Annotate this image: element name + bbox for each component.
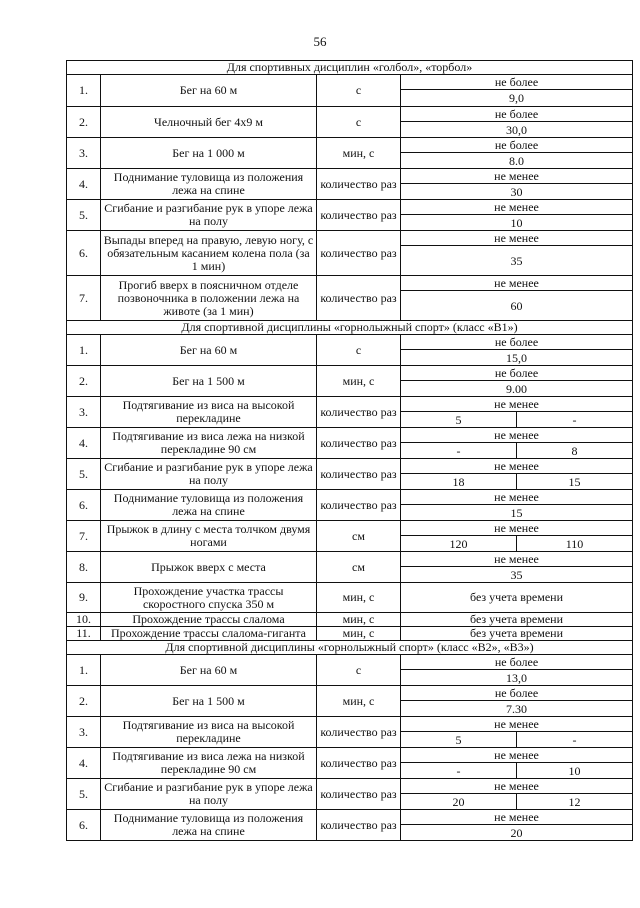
value-cell [401, 655, 632, 685]
table-row [67, 552, 633, 583]
value-numbers [401, 474, 632, 489]
value-number: 13,0 [506, 670, 528, 685]
value-number: 9,0 [509, 91, 525, 105]
standard-value [401, 428, 633, 459]
exercise-name: Сгибание и разгибание рук в упоре лежа на полу [101, 459, 317, 490]
row-number: 5. [67, 200, 101, 231]
value-number: 30 [510, 184, 523, 199]
value-number: 60 [510, 298, 523, 313]
standard-value [401, 810, 633, 841]
value-number: - [516, 412, 632, 427]
row-number: 1. [67, 75, 101, 107]
exercise-name: Подтягивание из виса лежа на низкой перекладине 90 см [101, 428, 317, 459]
standard-value [401, 521, 633, 552]
unit: с [317, 107, 401, 138]
value-numbers [401, 184, 632, 199]
value-qualifier: не менее [401, 231, 632, 246]
table-row [67, 583, 633, 613]
unit: количество раз [317, 397, 401, 428]
row-number: 4. [67, 748, 101, 779]
row-number: 8. [67, 552, 101, 583]
value-qualifier: не более [401, 686, 632, 701]
table-row [67, 459, 633, 490]
value-number: 35 [510, 567, 523, 582]
table-row [67, 810, 633, 841]
unit: с [317, 655, 401, 686]
row-number: 1. [67, 335, 101, 366]
value-numbers [401, 763, 632, 778]
value-qualifier: не более [401, 366, 632, 381]
unit: количество раз [317, 231, 401, 276]
value-cell [401, 686, 632, 716]
standards-table [66, 60, 633, 841]
value-number: 15 [510, 505, 523, 520]
standard-value [401, 655, 633, 686]
value-cell [401, 276, 632, 320]
value-numbers [401, 153, 632, 168]
value-cell [401, 75, 632, 106]
unit: см [317, 521, 401, 552]
value-qualifier: не менее [401, 748, 632, 763]
value-number: 8.0 [509, 153, 525, 168]
unit: мин, с [317, 366, 401, 397]
value-cell [401, 169, 632, 199]
value-numbers [401, 291, 632, 320]
standard-value [401, 779, 633, 810]
value-numbers [401, 701, 632, 716]
standard-value: без учета времени [401, 613, 633, 627]
standard-value [401, 490, 633, 521]
unit: мин, с [317, 583, 401, 613]
value-numbers [401, 215, 632, 230]
value-cell [401, 428, 632, 458]
unit: мин, с [317, 613, 401, 627]
value-cell [401, 335, 632, 365]
value-qualifier: не менее [401, 810, 632, 825]
value-number: 10 [516, 763, 632, 778]
value-numbers [401, 732, 632, 747]
value-numbers [401, 381, 632, 396]
table-row [67, 627, 633, 641]
unit: количество раз [317, 490, 401, 521]
value-number: - [456, 763, 461, 778]
standard-value [401, 366, 633, 397]
table-row [67, 613, 633, 627]
value-number: 9.00 [506, 381, 528, 396]
row-number: 6. [67, 231, 101, 276]
row-number: 6. [67, 490, 101, 521]
value-number: 20 [452, 794, 465, 809]
exercise-name: Сгибание и разгибание рук в упоре лежа на полу [101, 200, 317, 231]
value-qualifier: не менее [401, 459, 632, 474]
standard-value: без учета времени [401, 583, 633, 613]
table-row [67, 655, 633, 686]
standard-value [401, 169, 633, 200]
standard-value [401, 335, 633, 366]
value-numbers [401, 567, 632, 582]
standard-value [401, 397, 633, 428]
value-numbers [401, 122, 632, 137]
value-qualifier: не менее [401, 552, 632, 567]
value-cell [401, 231, 632, 275]
value-number: 35 [510, 253, 523, 268]
table-row [67, 75, 633, 107]
unit: количество раз [317, 717, 401, 748]
unit: количество раз [317, 779, 401, 810]
value-cell [401, 521, 632, 551]
value-qualifier: не менее [401, 779, 632, 794]
exercise-name: Сгибание и разгибание рук в упоре лежа на полу [101, 779, 317, 810]
row-number: 11. [67, 627, 101, 641]
value-qualifier: не менее [401, 397, 632, 412]
value-cell [401, 810, 632, 840]
unit: количество раз [317, 169, 401, 200]
unit: количество раз [317, 276, 401, 321]
value-numbers [401, 670, 632, 685]
value-qualifier: не менее [401, 717, 632, 732]
value-cell [401, 717, 632, 747]
exercise-name: Челночный бег 4х9 м [101, 107, 317, 138]
value-cell [401, 779, 632, 809]
row-number: 3. [67, 397, 101, 428]
section-title: Для спортивной дисциплины «горнолыжный спорт» (класс «В2», «В3») [67, 641, 633, 655]
section-title: Для спортивных дисциплин «голбол», «торбол» [67, 61, 633, 75]
value-cell [401, 397, 632, 427]
value-cell [401, 366, 632, 396]
value-number: 10 [510, 215, 523, 230]
value-cell [401, 459, 632, 489]
table-row [67, 428, 633, 459]
value-number: 12 [516, 794, 632, 809]
value-number: - [516, 732, 632, 747]
value-qualifier: не менее [401, 169, 632, 184]
value-number: 5 [455, 732, 462, 747]
value-numbers [401, 90, 632, 106]
value-cell [401, 748, 632, 778]
exercise-name: Бег на 1 500 м [101, 686, 317, 717]
value-number: 120 [449, 536, 468, 551]
table-row [67, 200, 633, 231]
unit: с [317, 75, 401, 107]
section-header-row [67, 641, 633, 655]
row-number: 6. [67, 810, 101, 841]
value-qualifier: не более [401, 75, 632, 90]
exercise-name: Прыжок в длину с места толчком двумя ногами [101, 521, 317, 552]
unit: с [317, 335, 401, 366]
value-number: - [456, 443, 461, 458]
value-number: 110 [516, 536, 632, 551]
row-number: 7. [67, 521, 101, 552]
exercise-name: Бег на 60 м [101, 75, 317, 107]
value-cell [401, 138, 632, 168]
value-number: 15,0 [506, 350, 528, 365]
exercise-name: Подтягивание из виса лежа на низкой перекладине 90 см [101, 748, 317, 779]
exercise-name: Выпады вперед на правую, левую ногу, с обязательным касанием колена пола (за 1 мин) [101, 231, 317, 276]
exercise-name: Прохождение участка трассы скоростного спуска 350 м [101, 583, 317, 613]
unit: количество раз [317, 459, 401, 490]
value-number: 8 [516, 443, 632, 458]
standard-value [401, 107, 633, 138]
value-number: 20 [510, 825, 523, 840]
row-number: 2. [67, 107, 101, 138]
exercise-name: Прохождение трассы слалома [101, 613, 317, 627]
exercise-name: Подтягивание из виса на высокой перекладине [101, 397, 317, 428]
row-number: 10. [67, 613, 101, 627]
value-qualifier: не более [401, 107, 632, 122]
value-qualifier: не менее [401, 276, 632, 291]
row-number: 5. [67, 459, 101, 490]
exercise-name: Бег на 1 000 м [101, 138, 317, 169]
value-number: 30,0 [506, 122, 528, 137]
value-numbers [401, 505, 632, 520]
exercise-name: Поднимание туловища из положения лежа на спине [101, 490, 317, 521]
table-row [67, 490, 633, 521]
row-number: 1. [67, 655, 101, 686]
unit: мин, с [317, 686, 401, 717]
exercise-name: Бег на 60 м [101, 655, 317, 686]
value-cell [401, 200, 632, 230]
table-row [67, 169, 633, 200]
value-qualifier: не менее [401, 200, 632, 215]
value-cell [401, 107, 632, 137]
exercise-name: Поднимание туловища из положения лежа на спине [101, 169, 317, 200]
standard-value [401, 276, 633, 321]
standard-value [401, 552, 633, 583]
value-numbers [401, 443, 632, 458]
row-number: 9. [67, 583, 101, 613]
table-row [67, 779, 633, 810]
section-header-row [67, 61, 633, 75]
standard-value [401, 231, 633, 276]
unit: количество раз [317, 810, 401, 841]
exercise-name: Прохождение трассы слалома-гиганта [101, 627, 317, 641]
exercise-name: Бег на 1 500 м [101, 366, 317, 397]
standard-value [401, 138, 633, 169]
row-number: 2. [67, 366, 101, 397]
row-number: 4. [67, 169, 101, 200]
unit: мин, с [317, 627, 401, 641]
value-numbers [401, 825, 632, 840]
section-title: Для спортивной дисциплины «горнолыжный спорт» (класс «В1») [67, 321, 633, 335]
value-numbers [401, 794, 632, 809]
row-number: 3. [67, 138, 101, 169]
standard-value [401, 686, 633, 717]
standard-value [401, 717, 633, 748]
row-number: 5. [67, 779, 101, 810]
standard-value: без учета времени [401, 627, 633, 641]
value-number: 7.30 [506, 701, 528, 716]
table-row [67, 107, 633, 138]
exercise-name: Подтягивание из виса на высокой перекладине [101, 717, 317, 748]
unit: количество раз [317, 748, 401, 779]
unit: см [317, 552, 401, 583]
section-header-row [67, 321, 633, 335]
row-number: 4. [67, 428, 101, 459]
value-cell [401, 490, 632, 520]
row-number: 2. [67, 686, 101, 717]
standard-value [401, 75, 633, 107]
page-number: 56 [313, 34, 327, 49]
table-row [67, 138, 633, 169]
value-number: 5 [455, 412, 462, 427]
unit: количество раз [317, 200, 401, 231]
value-number: 18 [452, 474, 465, 489]
table-row [67, 748, 633, 779]
row-number: 7. [67, 276, 101, 321]
value-qualifier: не менее [401, 521, 632, 536]
table-row [67, 231, 633, 276]
table-row [67, 276, 633, 321]
exercise-name: Бег на 60 м [101, 335, 317, 366]
value-number: 15 [516, 474, 632, 489]
table-row [67, 397, 633, 428]
value-qualifier: не более [401, 138, 632, 153]
value-qualifier: не более [401, 335, 632, 350]
exercise-name: Поднимание туловища из положения лежа на спине [101, 810, 317, 841]
table-row [67, 717, 633, 748]
value-qualifier: не менее [401, 490, 632, 505]
unit: количество раз [317, 428, 401, 459]
value-cell [401, 552, 632, 582]
standard-value [401, 748, 633, 779]
exercise-name: Прогиб вверх в поясничном отделе позвоночника в положении лежа на животе (за 1 мин) [101, 276, 317, 321]
table-row [67, 686, 633, 717]
exercise-name: Прыжок вверх с места [101, 552, 317, 583]
value-qualifier: не менее [401, 428, 632, 443]
value-numbers [401, 536, 632, 551]
value-numbers [401, 412, 632, 427]
value-qualifier: не более [401, 655, 632, 670]
value-numbers [401, 350, 632, 365]
table-row [67, 335, 633, 366]
table-row [67, 521, 633, 552]
standard-value [401, 459, 633, 490]
table-row [67, 366, 633, 397]
standard-value [401, 200, 633, 231]
row-number: 3. [67, 717, 101, 748]
value-numbers [401, 246, 632, 275]
unit: мин, с [317, 138, 401, 169]
